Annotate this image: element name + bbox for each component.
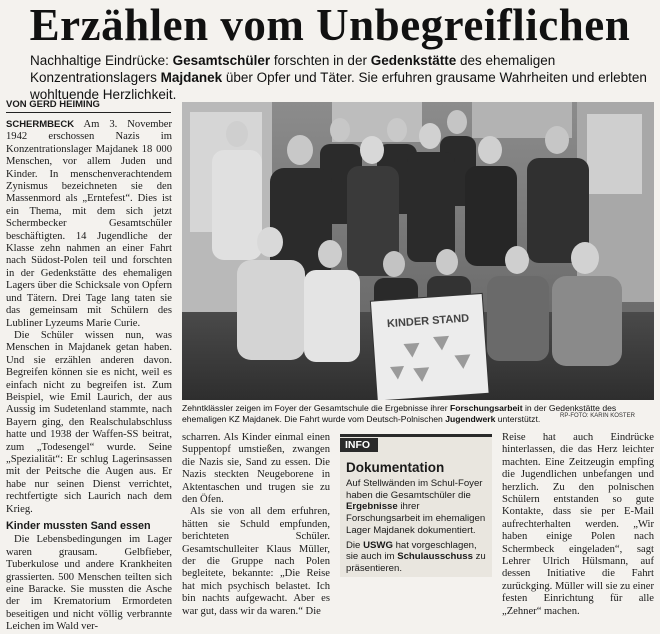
byline: VON GERD HEIMING [6,99,171,113]
headline: Erzählen vom Unbegreiflichen [29,0,631,50]
info-text: ihrer Forschungsarbeit im ehemaligen Lager Majdanek dokumentiert. [346,501,486,536]
sign-text: KINDER STAND [386,312,470,331]
paragraph-text: Am 3. November 1942 erschossen Nazis im Konzentrationslager Majdanek 18 000 Menschen, vor allem Juden und Kinder. In menschenverachtendem Zynismus bezeichneten sie den Massenmord als „Erntefest“. Dies ist ein Thema, mit dem sich jetzt Schermbecker Gesamtschüler beschäftigten. 14 Jugendliche der Klasse zehn nahmen an einer Fahrt nach Südost-Polen teil und forschten in der Gedenkstätte des ehemaligen Lagers über die Schicksale von Opfern und Tätern. Drei Tage lang taten sie das gemeinsam mit Schülern des Lubliner Lyzeums Marie Curie. [6,119,172,329]
article-column-1 [6,119,172,634]
paragraph: scharren. Als Kinder einmal einen Suppentopf umstießen, zwangen die Nazis sie, Sand zu essen. Die Nazis steckten Neugeborene in Aktentaschen und trugen sie zu den Öfen. [182,432,330,506]
paragraph: Die Schüler wissen nun, was Menschen in Majdanek getan haben. Und sie erzählen anderen davon. Begreifen können sie es nicht, weil es einfach nicht zu begreifen ist. Zum Beispiel, wie Emil Laurich, der aus Aussig im Sudetenland stammte, nach Bayern ging, den Realschulabschluss hatte und 1938 der Waffen-SS beitrat, zum „Todesengel“ wurde. Seine „Spezialität“: Er schlug Lagerinsassen mit der Peitsche die Augen aus. Er habe nur seinen Dienst verrichtet, rechtfertigte sich Laurich nach dem Krieg. [6,329,172,515]
info-body [346,478,488,578]
caption-text: unterstützt. [495,413,541,424]
info-tag: INFO [340,438,378,452]
caption-text: Zehntklässler zeigen im Foyer der Gesamtschule die Ergebnisse ihrer [182,403,450,413]
info-paragraph [346,478,488,537]
section-heading: Kinder mussten Sand essen [6,520,151,532]
info-bold: Schulausschuss [397,551,473,563]
paragraph: Reise hat auch Eindrücke hinterlassen, die das Herz leichter machten. Eine Zeitzeugin empfing die Jugendlichen unbefangen und herzlich. Zu den polnischen Schülern entstanden so gute Kontakte, dass sie per E-Mail aufrechterhalten werden. „Wir haben einige Polen nach Schermbeck eingeladen“, sagt Lehrer Ulrich Hülsmann, auf dessen Initiative die Fahrt zurückging. Müller will sie zu einer festen Einrichtung für alle „Zehner“ machen. [502,432,654,617]
caption-bold: Jugendwerk [445,413,496,424]
caption-bold: Forschungsarbeit [449,403,523,413]
article-column-2 [182,432,330,618]
subline-bold: Majdanek [160,70,223,85]
article-column-4 [502,432,654,618]
info-text: hat vorgeschlagen, sie auch im [346,539,477,563]
info-bold: Ergebnisse [346,501,398,513]
paragraph [6,119,172,330]
subheadline [30,52,650,103]
info-text: Die [346,539,364,551]
info-text: Auf Stellwänden im Schul-Foyer haben die Gesamtschüler die [346,478,483,501]
subline-text: über Opfer und Täter. Sie erfuhren grausame Wahrheiten und erlebten wohltuende Herzlichkeit. [30,70,647,102]
photo-credit: RP-FOTO: KARIN KOSTER [560,413,635,419]
paragraph: Als sie von all dem erfuhren, hätten sie Schuld empfunden, berichteten Schüler. Gesamtschulleiter Klaus Müller, der die Gruppe nach Polen begleitete, bekannte: „Die Reise hat mich psychisch belastet. Ich bin nachts aufgewacht. Aber es war gut, dass wir da waren.“ Die [182,506,330,617]
subline-text: des ehemaligen Konzentrationslagers [30,53,556,85]
info-text: zu präsentieren. [346,551,486,574]
subline-text: Nachhaltige Eindrücke: [30,53,173,68]
caption-text: in der Gedenkstätte des ehemaligen KZ Majdanek. Die Fahrt wurde vom Deutsch-Polnischen [182,403,617,424]
dateline-location: SCHERMBECK [6,119,75,130]
photo-illustration [182,102,654,400]
group-photo [182,102,654,400]
info-paragraph [346,540,488,575]
info-title: Dokumentation [346,460,445,475]
subline-text: forschten in der [270,53,371,68]
paragraph: Die Lebensbedingungen im Lager waren grausam. Gelbfieber, Tuberkulose und andere Krankheiten grassierten. 500 Menschen teilten sich eine Baracke. Sie mussten die Asche der im Krematorium Ermordeten beseitigen und nicht völlig verbrannte Leichen im Wald ver- [6,534,172,633]
subline-bold: Gedenkstätte [370,53,457,68]
info-bold: USWG [363,539,393,551]
subline-bold: Gesamtschüler [172,53,271,68]
